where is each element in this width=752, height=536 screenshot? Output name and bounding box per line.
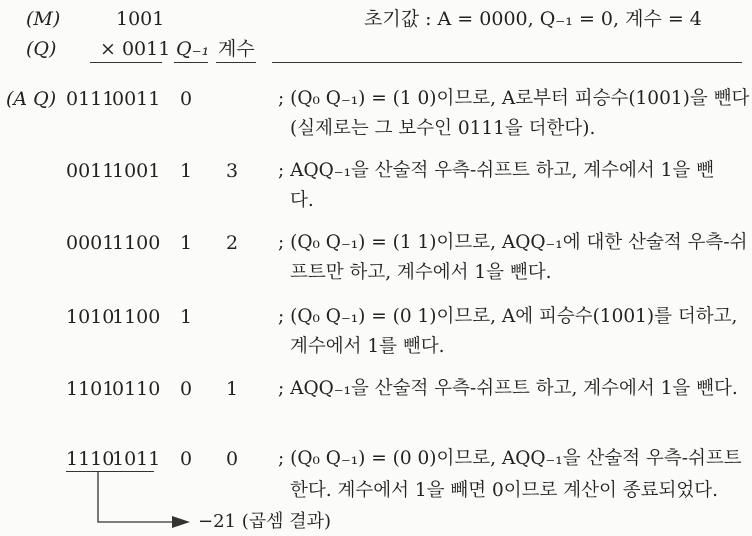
step-1-a: 0111 [66,88,115,110]
step-6-count: 0 [226,448,239,470]
step-4-a: 1010 [66,306,115,328]
step-5-note-line1: ; AQQ₋₁을 산술적 우측-쉬프트 하고, 계수에서 1을 뺀다. [278,378,738,399]
step-3-q: 1100 [112,232,161,254]
step-5-q-minus1: 0 [180,378,193,400]
step-3-a: 0001 [66,232,115,254]
q-value: × 0011 [100,38,171,60]
step-6-a: 1110 [66,448,115,470]
m-value: 1001 [116,8,165,30]
step-2-note-line1: ; AQQ₋₁을 산술적 우측-쉬프트 하고, 계수에서 1을 뺀 [278,160,714,181]
aq-label: (A Q) [6,88,57,110]
step-3-count: 2 [226,232,239,254]
step-2-a: 0011 [66,160,115,182]
step-2-q: 1001 [112,160,161,182]
step-4-note-line1: ; (Q₀ Q₋₁) = (0 1)이므로, A에 피승수(1001)를 더하고, [278,306,738,327]
step-1-q: 0011 [112,88,161,110]
step-1-note-line2: (실제로는 그 보수인 0111을 더한다). [290,118,596,139]
step-6-q-minus1: 0 [180,448,193,470]
step-3-note-line2: 프트만 하고, 계수에서 1을 뺀다. [290,262,552,283]
step-6-note-line1: ; (Q₀ Q₋₁) = (0 0)이므로, AQQ₋₁을 산술적 우측-쉬프트 [278,448,742,469]
step-4-q-minus1: 1 [180,306,193,328]
q-label: (Q) [26,38,57,60]
step-6-note-line2: 한다. 계수에서 1을 빼면 0이므로 계산이 종료되었다. [290,480,719,501]
step-6-q: 1011 [112,448,161,470]
initial-values: 초기값 : A = 0000, Q₋₁ = 0, 계수 = 4 [364,8,702,30]
step-3-note-line1: ; (Q₀ Q₋₁) = (1 1)이므로, AQQ₋₁에 대한 산술적 우측-쉬 [278,232,748,253]
step-2-count: 3 [226,160,239,182]
step-1-q-minus1: 0 [180,88,193,110]
result-arrow-head [172,516,190,528]
step-4-q: 1100 [112,306,161,328]
step-2-q-minus1: 1 [180,160,193,182]
step-4-note-line2: 계수에서 1를 뺀다. [290,336,445,357]
result-label: −21 (곱셈 결과) [198,511,332,532]
result-arrow-line [98,471,176,522]
step-2-note-line2: 다. [290,190,314,211]
step-3-q-minus1: 1 [180,232,193,254]
count-header: 계수 [218,38,255,60]
step-1-note-line1: ; (Q₀ Q₋₁) = (1 0)이므로, A로부터 피승수(1001)을 뺀다 [278,88,750,109]
step-5-q: 0110 [112,378,161,400]
step-5-a: 1101 [66,378,115,400]
step-5-count: 1 [226,378,239,400]
q-minus1-header: Q₋₁ [176,38,210,60]
m-label: (M) [26,8,61,30]
